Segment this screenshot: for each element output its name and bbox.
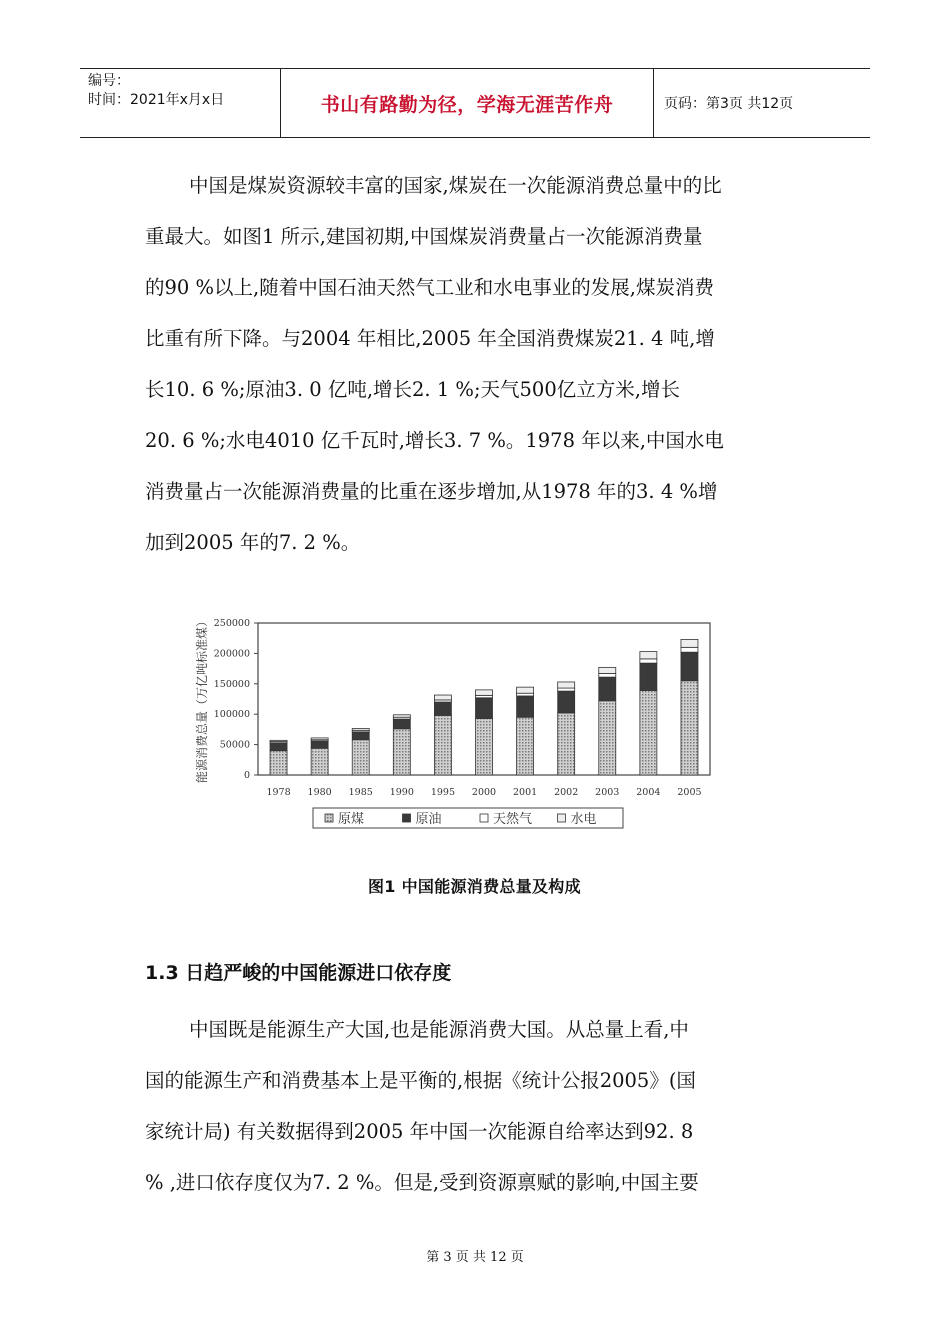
bar-segment	[558, 691, 575, 713]
bar-segment	[270, 751, 287, 775]
bar-segment	[311, 741, 328, 748]
bar-segment	[681, 647, 698, 652]
y-tick-label: 0	[243, 770, 250, 781]
y-tick-label: 100000	[213, 709, 250, 721]
y-tick-label: 250000	[213, 618, 250, 629]
text-line: 国的能源生产和消费基本上是平衡的,根据《统计公报2005》(国	[145, 1069, 696, 1092]
bar-segment	[270, 740, 287, 741]
bar-segment	[640, 659, 657, 663]
bar-segment	[476, 718, 493, 775]
text-line: 中国既是能源生产大国,也是能源消费大国。从总量上看,中	[189, 1018, 689, 1041]
page-header	[80, 68, 870, 138]
text-line: 消费量占一次能源消费量的比重在逐步增加,从1978 年的3. 4 %增	[145, 480, 718, 503]
x-tick-label: 1980	[307, 787, 332, 798]
x-tick-label: 1985	[348, 787, 373, 798]
bar-segment	[681, 681, 698, 775]
bar-segment	[476, 690, 493, 695]
text-line: 加到2005 年的7. 2 %。	[145, 531, 361, 554]
paragraph-coal-consumption	[145, 160, 810, 568]
text-line: % ,进口依存度仅为7. 2 %。但是,受到资源禀赋的影响,中国主要	[145, 1171, 699, 1194]
section-heading: 1.3 日趋严峻的中国能源进口依存度	[145, 962, 452, 984]
bar-segment	[434, 715, 451, 775]
bar-segment	[434, 702, 451, 715]
bar-segment	[393, 719, 410, 729]
bar-segment	[681, 652, 698, 681]
y-tick-label: 150000	[213, 678, 250, 690]
text-line: 的90 %以上,随着中国石油天然气工业和水电事业的发展,煤炭消费	[145, 276, 714, 299]
x-tick-label: 2001	[512, 787, 538, 798]
bar-segment	[558, 682, 575, 688]
x-tick-label: 2005	[677, 787, 702, 798]
bar-segment	[517, 693, 534, 696]
bar-segment	[599, 677, 616, 701]
y-tick-label: 50000	[219, 739, 250, 751]
text-line: 长10. 6 %;原油3. 0 亿吨,增长2. 1 %;天气500亿立方米,增长	[145, 378, 680, 401]
bar-segment	[393, 715, 410, 717]
x-tick-label: 1995	[430, 787, 456, 798]
legend-swatch	[325, 814, 333, 822]
legend-swatch	[403, 814, 411, 822]
bar-segment	[517, 696, 534, 717]
bar-segment	[311, 738, 328, 740]
paragraph-import-dependency	[145, 1004, 810, 1208]
y-tick-label: 200000	[213, 648, 250, 660]
bar-segment	[352, 740, 369, 775]
x-tick-label: 2004	[636, 787, 661, 798]
bar-segment	[352, 728, 369, 730]
bar-segment	[558, 713, 575, 775]
bar-segment	[434, 695, 451, 700]
x-tick-label: 2000	[471, 787, 497, 798]
header-motto: 书山有路勤为径，学海无涯苦作舟	[281, 69, 654, 137]
bar-segment	[558, 688, 575, 691]
header-page-info: 页码：第3页 共12页	[664, 96, 794, 112]
legend-label: 水电	[570, 812, 597, 827]
document-number-label: 编号：	[88, 73, 130, 89]
legend-swatch	[558, 814, 566, 822]
document-date: 时间：2021年x月x日	[88, 92, 225, 108]
x-tick-label: 2003	[595, 787, 620, 798]
bar-segment	[270, 743, 287, 751]
bar-segment	[393, 729, 410, 775]
legend-label: 天然气	[493, 812, 533, 827]
text-line: 家统计局) 有关数据得到2005 年中国一次能源自给率达到92. 8	[145, 1120, 694, 1143]
text-line: 比重有所下降。与2004 年相比,2005 年全国消费煤炭21. 4 吨,增	[145, 327, 715, 350]
figure-caption: 图1 中国能源消费总量及构成	[368, 877, 581, 896]
bar-segment	[517, 687, 534, 693]
x-tick-label: 1978	[266, 787, 291, 798]
header-left-cell	[80, 69, 281, 137]
x-tick-label: 1990	[389, 787, 414, 798]
bar-segment	[599, 673, 616, 677]
page-footer: 第 3 页 共 12 页	[426, 1250, 524, 1265]
bar-segment	[476, 698, 493, 719]
legend-label: 原煤	[338, 812, 365, 827]
bar-segment	[640, 652, 657, 659]
legend-swatch	[480, 814, 488, 822]
stacked-bar-chart	[180, 595, 740, 845]
bar-segment	[640, 663, 657, 690]
y-axis-label: 能源消费总量（万亿吨标准煤）	[195, 614, 209, 784]
bar-segment	[517, 717, 534, 775]
legend-label: 原油	[415, 812, 442, 827]
text-line: 20. 6 %;水电4010 亿千瓦时,增长3. 7 %。1978 年以来,中国水电	[145, 429, 724, 452]
energy-consumption-figure	[180, 595, 740, 905]
bar-segment	[352, 732, 369, 740]
bar-segment	[599, 701, 616, 775]
bar-segment	[640, 690, 657, 775]
bar-segment	[599, 667, 616, 673]
text-line: 中国是煤炭资源较丰富的国家,煤炭在一次能源消费总量中的比	[189, 174, 722, 197]
bar-segment	[681, 639, 698, 647]
bar-segment	[311, 748, 328, 775]
text-line: 重最大。如图1 所示,建国初期,中国煤炭消费量占一次能源消费量	[145, 225, 703, 248]
x-tick-label: 2002	[554, 787, 579, 798]
